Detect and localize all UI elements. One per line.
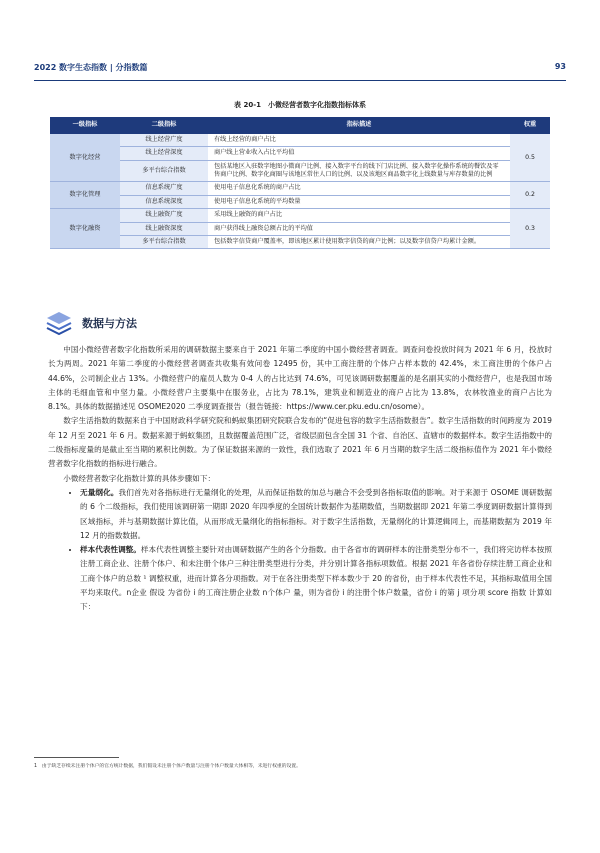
bullet-label: 无量纲化。 — [80, 487, 119, 497]
secondary-indicator: 线上融资深度 — [120, 222, 208, 235]
table-row — [50, 235, 550, 248]
steps-list — [48, 486, 552, 615]
layers-icon — [44, 308, 74, 338]
paragraph: 小微经营者数字化指数计算的具体步骤如下： — [63, 473, 216, 483]
bullet-label: 样本代表性调整。 — [80, 545, 141, 555]
list-item — [80, 486, 552, 543]
bullet-text: 样本代表性调整主要针对由调研数据产生的各个分指数。由于各省市的调研样本的注册类型分布不一，我们将完访样本按照注册工商企业、注册个体户、和未注册个体户三种注册类型进行分类，并分别计算各指标项数值。根据 2021 年各省份存续注册工商企业和工商个体户的总数 ¹ 调整权重，进而计算各分项指数。对于在各注册类型下样本数少于 20 的省份，由于样本代表性不足，其指标取值用全国平均来取代。n企业 假设 为省份 i 的工商注册企业数 n个体户 量，则为省份 i 的注册个体户数量，省份 i 的第 j 项分项 score 指数 计算如下： — [80, 545, 552, 612]
paragraph: 中国小微经营者数字化指数所采用的调研数据主要来自于 2021 年第二季度的中国小微经营者调查。调查问卷投放时间为 2021 年 6 月，投放时长为两周。2021 年第二季度的小微经营者调查共收集有效问卷 12495 份，其中工商注册的个体户占样本数的 42.4%，未工商注册的个体户占 44.6%，公司制企业占 13%。小微经营户的雇员人数为 0-4 人的占比达到 74.6%，可见该调研数据覆盖的是名副其实的小微经营户，也是我国市场主体的毛细血管和中坚力量。小微经营户主要集中在服务业，占比为 78.1%，建筑业和制造业的商户占比为 13.8%，农林牧渔业的商户占比为 8.1%。具体的数据描述见 OSOME2020 二季度调查报告（报告链接：https://www.cer.pku.edu.cn/osome）。 — [48, 345, 552, 412]
weight: 0.3 — [510, 209, 550, 249]
indicator-description: 包括数字信贷商户覆盖率，即该地区累计使用数字信贷的商户比例；以及数字信贷户均累计金额。 — [208, 235, 510, 248]
indicator-description: 使用电子信息化系统的商户占比 — [208, 182, 510, 195]
indicator-description: 有线上经营的商户占比 — [208, 134, 510, 147]
table-row — [50, 195, 550, 208]
paragraph: 数字生活指数的数据来自于中国财政科学研究院和蚂蚁集团研究院联合发布的“促进包容的数字生活指数报告”。数字生活指数的时间跨度为 2019 年 12 月至 2021 年 6 月。数据来源于蚂蚁集团，且数据覆盖范围广泛，省级层面包含全国 31 个省、自治区、直辖市的数据样本。数字生活指数中的二级指标度量的是截止至当期的累积比例数。为了保证数据来源的一致性，我们选取了 2021 年 6 月当期的数字生活二级指标值作为 2021 年小微经营者数字化指数的指标进行融合。 — [48, 416, 552, 469]
table-row — [50, 209, 550, 222]
secondary-indicator: 信息系统广度 — [120, 182, 208, 195]
table-row — [50, 222, 550, 235]
table-row — [50, 147, 550, 160]
section-title: 数据与方法 — [82, 317, 137, 330]
indicator-description: 使用电子信息化系统的平均数量 — [208, 195, 510, 208]
indicator-description: 包括某地区入驻数字地图小微商户比例、接入数字平台的线下门店比例、接入数字化操作系统的餐饮及零售商户比例、数字化商圈与该地区常住人口的比例、以及该地区商品数字化上线数量与库存数量的比例 — [208, 160, 510, 182]
column-header: 权重 — [510, 117, 550, 134]
secondary-indicator: 线上经营深度 — [120, 147, 208, 160]
secondary-indicator: 线上融资广度 — [120, 209, 208, 222]
column-header: 指标描述 — [208, 117, 510, 134]
indicator-table — [50, 117, 550, 249]
bullet-text: 我们首先对各指标进行无量纲化的处理，从而保证指数的加总与融合不会受到各指标取值的影响。对于来源于 OSOME 调研数据的 6 个二级指标，我们使用该调研第一期即 2020 年四季度的全国统计数据作为基期数值，当期数据即 2021 年第二季度调研数据计算得到区域指标，并与基期数据计算比值，从而形成无量纲化的指标指标。对于数字生活指数，无量纲化的计算逻辑同上，而基期数据为 2019 年 12 月的指数数据。 — [80, 487, 553, 540]
primary-indicator: 数字化融资 — [50, 209, 120, 249]
secondary-indicator: 多平台综合指数 — [120, 160, 208, 182]
body-text — [48, 343, 552, 615]
weight: 0.2 — [510, 182, 550, 209]
column-header: 二级指标 — [120, 117, 208, 134]
header-rule — [34, 80, 566, 81]
table-caption: 表 20-1 小微经营者数字化指数指标体系 — [234, 101, 366, 109]
list-item — [80, 543, 552, 614]
table-header-row — [50, 117, 550, 134]
footnote: 1 由于缺乏存续未注册个体户的官方统计数据，我们假设未注册个体户数量与注册个体户数量大体相等，未进行权重的设置。 — [34, 764, 301, 769]
table-row — [50, 134, 550, 147]
indicator-description: 采用线上融资的商户占比 — [208, 209, 510, 222]
column-header: 一级指标 — [50, 117, 120, 134]
page-number: 93 — [554, 62, 566, 71]
footnote-rule — [34, 757, 119, 758]
secondary-indicator: 多平台综合指数 — [120, 235, 208, 248]
page-header — [34, 62, 566, 78]
secondary-indicator: 线上经营广度 — [120, 134, 208, 147]
running-title: 2022 数字生态指数 | 分指数篇 — [34, 63, 148, 72]
table-row — [50, 182, 550, 195]
indicator-description: 商户获得线上融资总额占比的平均值 — [208, 222, 510, 235]
secondary-indicator: 信息系统深度 — [120, 195, 208, 208]
weight: 0.5 — [510, 134, 550, 182]
indicator-description: 商户线上营业收入占比平均值 — [208, 147, 510, 160]
table-row — [50, 160, 550, 182]
primary-indicator: 数字化管理 — [50, 182, 120, 209]
primary-indicator: 数字化经营 — [50, 134, 120, 182]
